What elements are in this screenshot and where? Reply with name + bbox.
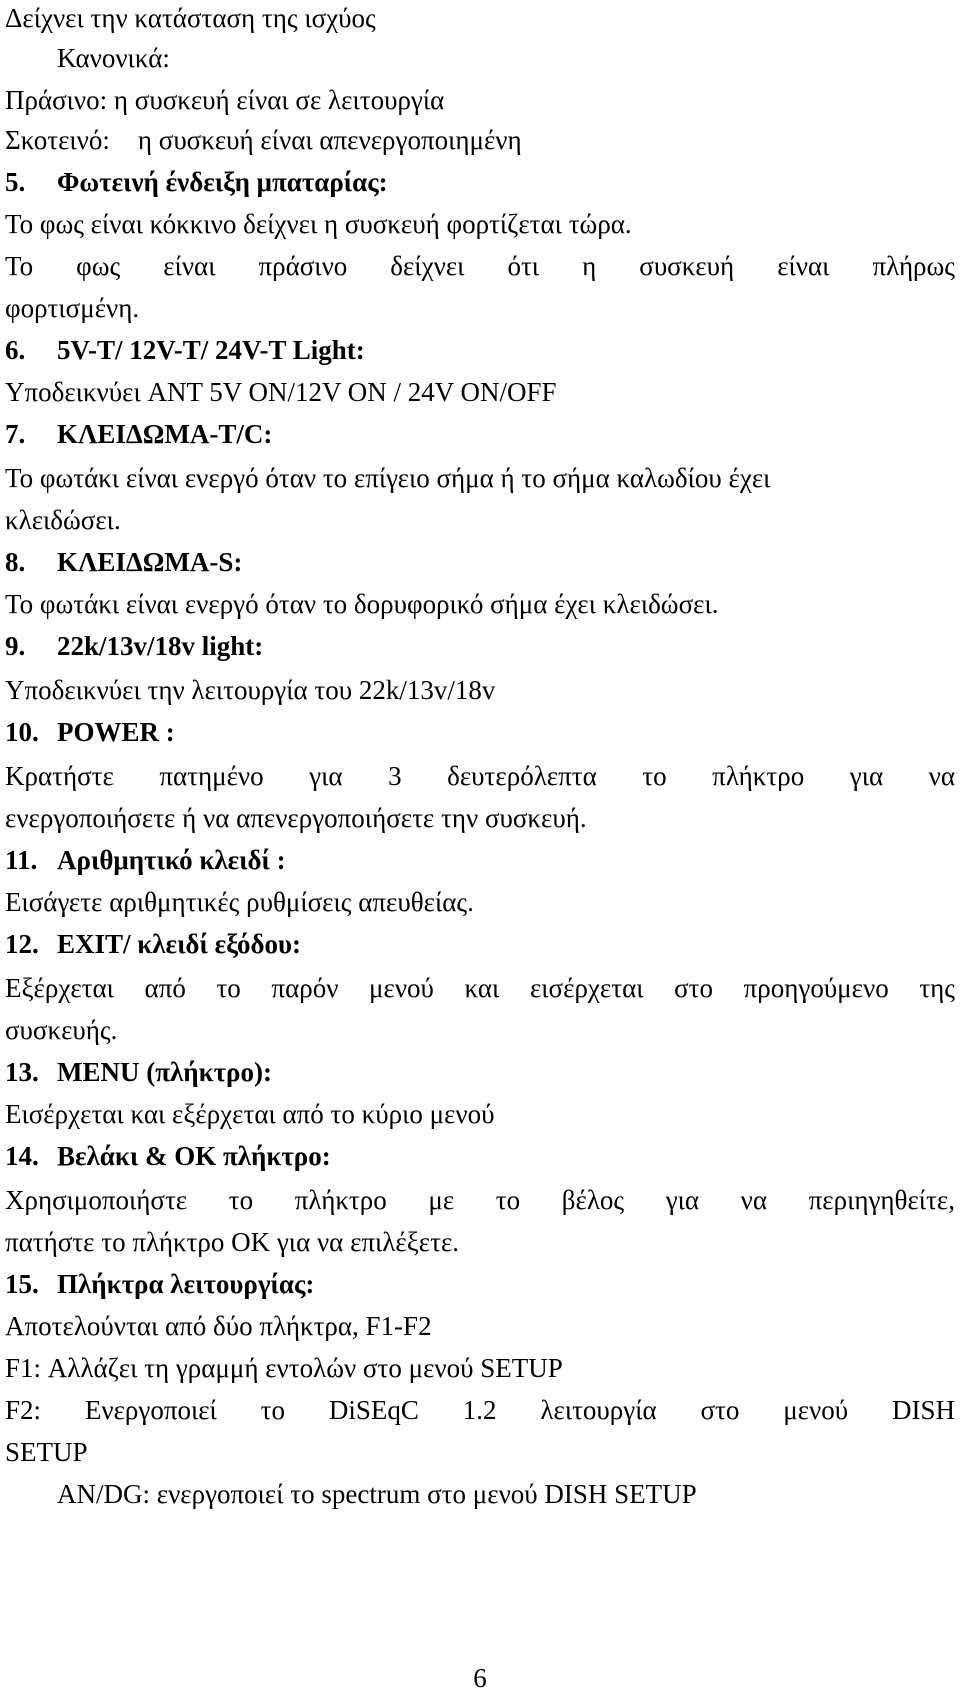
item-11-number: 11. (5, 845, 38, 875)
item-12-number: 12. (5, 929, 39, 959)
item-9-number: 9. (5, 631, 26, 661)
item-9-title: 22k/13v/18v light: (57, 631, 264, 661)
item-6-title: 5V-T/ 12V-T/ 24V-T Light: (57, 335, 365, 365)
item-15-title: Πλήκτρα λειτουργίας: (57, 1269, 315, 1299)
item-12-text-1: Εξέρχεται από το παρόν μενού και εισέρχεται στο προηγούμενο της (5, 973, 955, 1003)
item-6-text: Υποδεικνύει ANT 5V ON/12V ON / 24V ON/OFF (5, 377, 557, 407)
item-14-text-2: πατήστε το πλήκτρο OK για να επιλέξετε. (5, 1227, 460, 1257)
item-12-title: EXIT/ κλειδί εξόδου: (57, 929, 302, 959)
item-13-title: MENU (πλήκτρο): (57, 1057, 272, 1087)
item-13-heading (5, 1056, 272, 1088)
item-12-text-2: συσκευής. (5, 1015, 118, 1045)
item-15-text-5: AN/DG: ενεργοποιεί το spectrum στο μενού DISH SETUP (57, 1479, 697, 1509)
item-8-heading (5, 546, 242, 578)
item-10-text-1: Κρατήστε πατημένο για 3 δευτερόλεπτα το πλήκτρο για να (5, 761, 955, 791)
item-8-number: 8. (5, 547, 26, 577)
item-11-heading (5, 844, 286, 876)
item-9-text: Υποδεικνύει την λειτουργία του 22k/13v/18v (5, 675, 496, 705)
item-10-number: 10. (5, 717, 39, 747)
normal-label: Κανονικά: (57, 43, 170, 73)
item-15-heading (5, 1268, 314, 1300)
item-5-title: Φωτεινή ένδειξη μπαταρίας: (57, 167, 388, 197)
dark-status-label: Σκοτεινό: (5, 125, 110, 155)
green-status: Πράσινο: η συσκευή είναι σε λειτουργία (5, 85, 445, 115)
item-14-text-1: Χρησιμοποιήστε το πλήκτρο με το βέλος για να περιηγηθείτε, (5, 1185, 955, 1215)
item-7-text-2: κλειδώσει. (5, 505, 121, 535)
dark-status-row (5, 124, 522, 156)
page-number: 6 (473, 1663, 487, 1693)
item-10-heading (5, 716, 175, 748)
item-15-text-4: SETUP (5, 1437, 88, 1467)
item-10-title: POWER : (57, 717, 175, 747)
item-11-title: Αριθμητικό κλειδί : (57, 845, 286, 875)
item-8-title: ΚΛΕΙΔΩΜΑ-S: (57, 547, 243, 577)
item-5-text-3: φορτισμένη. (5, 293, 140, 323)
item-7-title: ΚΛΕΙΔΩΜΑ-T/C: (57, 419, 273, 449)
item-9-heading (5, 630, 263, 662)
item-10-text-2: ενεργοποιήσετε ή να απενεργοποιήσετε την συσκευή. (5, 803, 587, 833)
item-5-number: 5. (5, 167, 26, 197)
item-7-text-1: Το φωτάκι είναι ενεργό όταν το επίγειο σήμα ή το σήμα καλωδίου έχει (5, 463, 771, 493)
item-6-number: 6. (5, 335, 26, 365)
item-8-text: Το φωτάκι είναι ενεργό όταν το δορυφορικό σήμα έχει κλειδώσει. (5, 589, 719, 619)
item-12-heading (5, 928, 301, 960)
item-13-number: 13. (5, 1057, 39, 1087)
item-15-text-2: F1: Αλλάζει τη γραμμή εντολών στο μενού SETUP (5, 1353, 563, 1383)
power-status-intro: Δείχνει την κατάσταση της ισχύος (5, 3, 376, 33)
item-5-heading (5, 166, 388, 198)
item-5-text-1: Το φως είναι κόκκινο δείχνει η συσκευή φορτίζεται τώρα. (5, 209, 632, 239)
item-15-text-3: F2: Ενεργοποιεί το DiSEqC 1.2 λειτουργία στο μενού DISH (5, 1395, 955, 1425)
item-15-text-1: Αποτελούνται από δύο πλήκτρα, F1-F2 (5, 1311, 432, 1341)
item-15-number: 15. (5, 1269, 39, 1299)
item-7-heading (5, 418, 272, 450)
item-14-title: Βελάκι & OK πλήκτρο: (57, 1141, 331, 1171)
item-7-number: 7. (5, 419, 26, 449)
item-5-text-2: Το φως είναι πράσινο δείχνει ότι η συσκευή είναι πλήρως (5, 251, 955, 281)
item-14-heading (5, 1140, 331, 1172)
item-14-number: 14. (5, 1141, 39, 1171)
item-6-heading (5, 334, 365, 366)
item-11-text: Εισάγετε αριθμητικές ρυθμίσεις απευθείας. (5, 887, 474, 917)
dark-status-text: η συσκευή είναι απενεργοποιημένη (137, 125, 522, 155)
item-13-text: Εισέρχεται και εξέρχεται από το κύριο μενού (5, 1099, 495, 1129)
